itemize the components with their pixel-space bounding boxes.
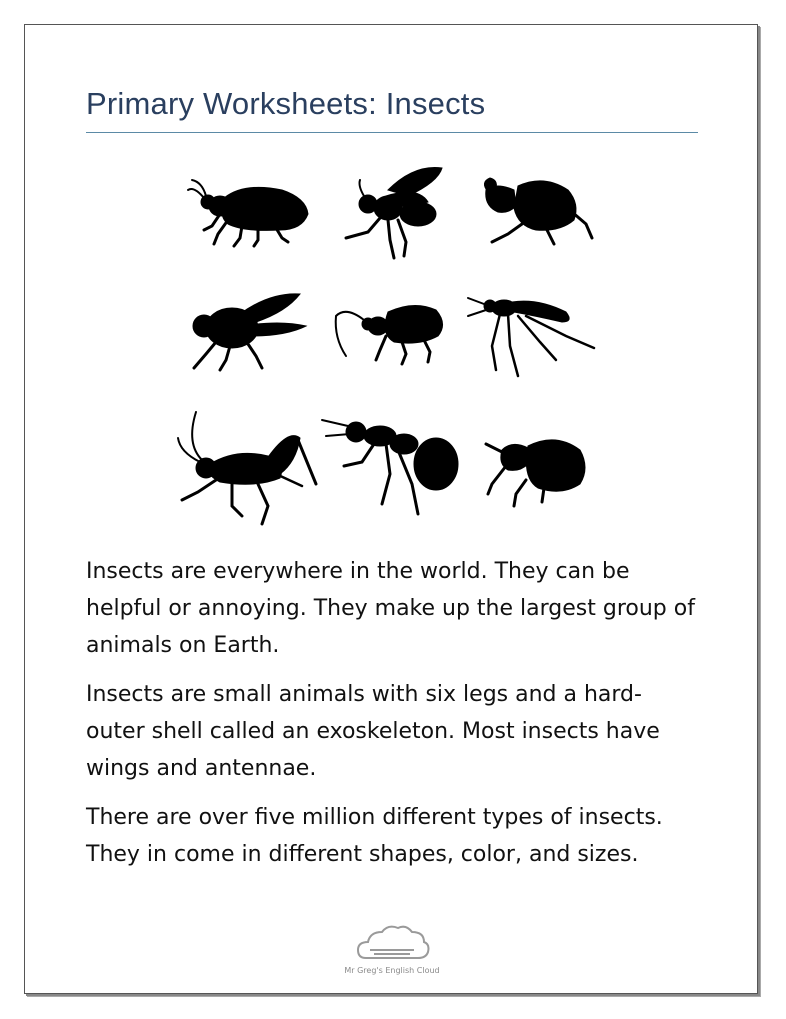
definition-paragraph: Insects are small animals with six legs and a hard-outer shell called an exoskeleton. Most insects have wings and antennae. — [86, 682, 660, 781]
wasp-silhouette-icon — [338, 162, 448, 262]
cloud-icon — [336, 922, 448, 966]
leaf-beetle-silhouette-icon — [332, 298, 448, 366]
weevil-silhouette-icon — [484, 430, 590, 510]
variety-paragraph: There are over five million different types of insects. They in come in different shapes, color, and sizes. — [86, 805, 663, 867]
page-title: Primary Worksheets: Insects — [86, 86, 486, 121]
ant-silhouette-icon — [316, 414, 462, 518]
fly-silhouette-icon — [190, 292, 308, 372]
intro-paragraph: Insects are everywhere in the world. They can be helpful or annoying. They make up the largest group of animals on Earth. — [86, 559, 695, 658]
cricket-silhouette-icon — [176, 408, 322, 526]
mosquito-silhouette-icon — [466, 288, 596, 378]
footer-logo-text: Mr Greg's English Cloud — [344, 966, 440, 975]
beetle-silhouette-icon — [184, 176, 312, 248]
footer-logo — [336, 922, 448, 986]
rhinoceros-beetle-silhouette-icon — [474, 172, 594, 248]
title-underline — [86, 132, 698, 133]
